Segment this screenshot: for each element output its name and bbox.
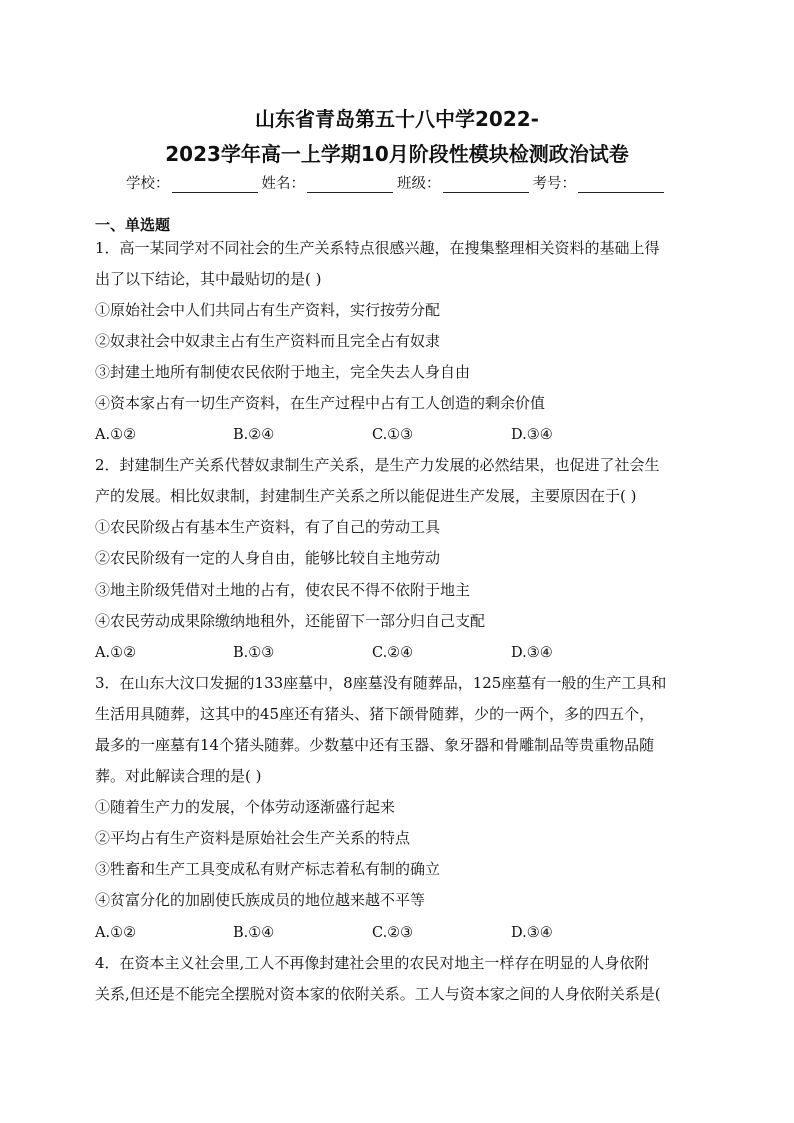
question-3-option-b: B.①④ <box>233 925 275 941</box>
school-field <box>126 172 262 193</box>
question-1-statement-2: ②奴隶社会中奴隶主占有生产资料而且完全占有奴隶 <box>95 332 441 350</box>
exam-title-line-2: 2023学年高一上学期10月阶段性模块检测政治试卷 <box>165 142 629 166</box>
question-3-stem-line-2: 生活用具随葬，这其中的45座还有猪头、猪下颌骨随葬，少的一两个，多的四五个， <box>95 705 655 723</box>
question-1-stem-line-2: 出了以下结论，其中最贴切的是( ) <box>95 270 322 288</box>
question-3-option-c: C.②③ <box>372 925 414 941</box>
class-field <box>397 172 533 193</box>
question-3-stem-line-4: 葬。对此解读合理的是( ) <box>95 767 262 785</box>
question-2-option-b: B.①③ <box>233 645 275 661</box>
question-1-statement-4: ④资本家占有一切生产资料，在生产过程中占有工人创造的剩余价值 <box>95 394 546 412</box>
exam-number-blank-line <box>578 178 664 193</box>
question-2-statement-1: ①农民阶级占有基本生产资料，有了自己的劳动工具 <box>95 518 441 536</box>
question-2-statement-3: ③地主阶级凭借对土地的占有，使农民不得不依附于地主 <box>95 581 471 599</box>
question-1-option-b: B.②④ <box>233 427 275 443</box>
question-1-stem-line-1: 1．高一某同学对不同社会的生产关系特点很感兴趣，在搜集整理相关资料的基础上得 <box>95 239 660 257</box>
name-label: 姓名： <box>261 176 305 192</box>
name-blank-line <box>307 178 393 193</box>
question-3-statement-1: ①随着生产力的发展，个体劳动逐渐盛行起来 <box>95 798 396 816</box>
question-1-statement-3: ③封建土地所有制使农民依附于地主，完全失去人身自由 <box>95 363 471 381</box>
question-3-statement-3: ③牲畜和生产工具变成私有财产标志着私有制的确立 <box>95 860 441 878</box>
name-field <box>262 172 398 193</box>
question-1-statement-1: ①原始社会中人们共同占有生产资料，实行按劳分配 <box>95 301 441 319</box>
question-2-option-a: A.①② <box>95 645 137 661</box>
question-3-option-d: D.③④ <box>511 925 553 941</box>
question-1-option-c: C.①③ <box>372 427 414 443</box>
question-1-option-d: D.③④ <box>511 427 553 443</box>
question-2-option-c: C.②④ <box>372 645 414 661</box>
class-label: 班级： <box>397 176 441 192</box>
question-1-option-a: A.①② <box>95 427 137 443</box>
question-4-stem-line-2: 关系,但还是不能完全摆脱对资本家的依附关系。工人与资本家之间的人身依附关系是( <box>95 985 661 1003</box>
school-blank-line <box>172 178 258 193</box>
question-3-statement-2: ②平均占有生产资料是原始社会生产关系的特点 <box>95 829 411 847</box>
section-title: 一、单选题 <box>95 216 171 234</box>
exam-number-label: 考号： <box>532 176 576 192</box>
question-2-statement-2: ②农民阶级有一定的人身自由，能够比较自主地劳动 <box>95 549 441 567</box>
question-4-stem-line-1: 4．在资本主义社会里,工人不再像封建社会里的农民对地主一样存在明显的人身依附 <box>95 954 650 972</box>
exam-number-field <box>533 172 669 193</box>
question-2-option-d: D.③④ <box>511 645 553 661</box>
question-2-stem-line-1: 2．封建制生产关系代替奴隶制生产关系，是生产力发展的必然结果，也促进了社会生 <box>95 456 660 474</box>
question-2-statement-4: ④农民劳动成果除缴纳地租外，还能留下一部分归自己支配 <box>95 612 486 630</box>
question-3-statement-4: ④贫富分化的加剧使氏族成员的地位越来越不平等 <box>95 891 426 909</box>
question-3-stem-line-1: 3．在山东大汶口发掘的133座墓中，8座墓没有随葬品，125座墓有一般的生产工具和 <box>95 674 667 692</box>
school-label: 学校： <box>126 176 170 192</box>
class-blank-line <box>443 178 529 193</box>
student-info-row <box>126 172 686 193</box>
question-2-stem-line-2: 产的发展。相比奴隶制，封建制生产关系之所以能促进生产发展，主要原因在于( ) <box>95 487 637 505</box>
question-3-option-a: A.①② <box>95 925 137 941</box>
exam-title-line-1: 山东省青岛第五十八中学2022- <box>255 107 539 131</box>
question-3-stem-line-3: 最多的一座墓有14个猪头随葬。少数墓中还有玉器、象牙器和骨雕制品等贵重物品随 <box>95 736 655 754</box>
